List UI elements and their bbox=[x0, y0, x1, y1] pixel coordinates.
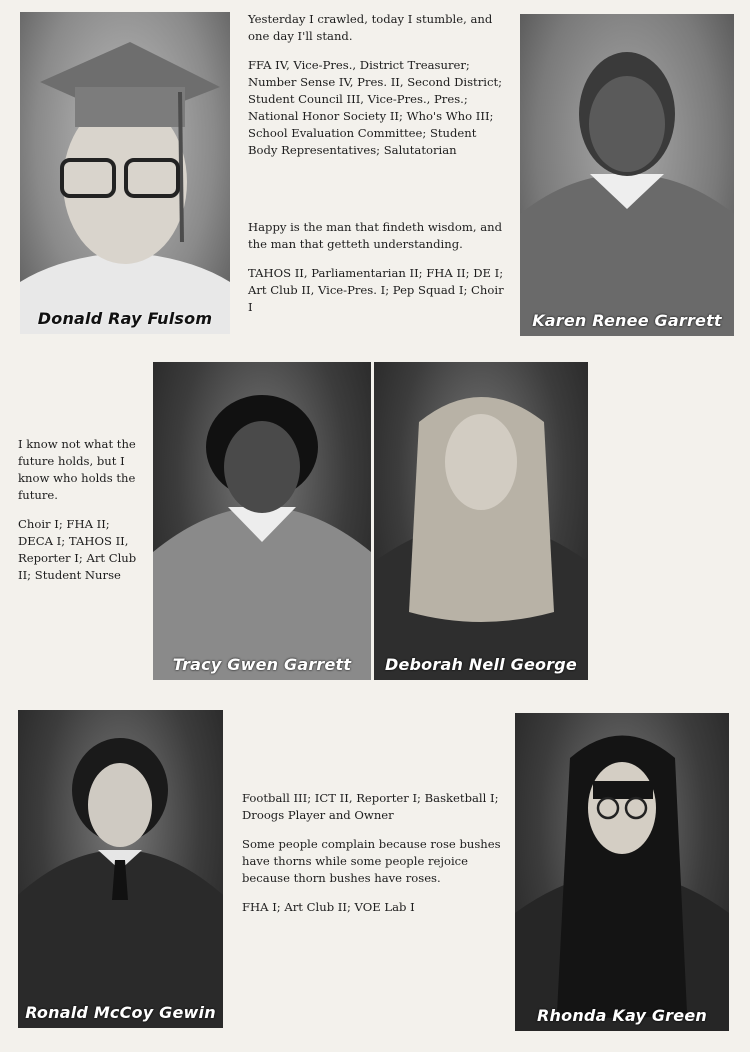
text-block-ronald-gewin bbox=[242, 790, 502, 928]
signature-name: Rhonda Kay Green bbox=[537, 1006, 707, 1025]
portrait-figure bbox=[374, 362, 588, 680]
portrait-ronald-gewin bbox=[18, 710, 223, 1028]
senior-quote: Some people complain because rose bushes have thorns while some people rejoice because thorn bushes have roses. bbox=[242, 837, 501, 885]
portrait-figure bbox=[520, 14, 734, 336]
portrait-karen-garrett bbox=[520, 14, 734, 336]
activities-list: Choir I; FHA II; DECA I; TAHOS II, Reporter I; Art Club II; Student Nurse bbox=[18, 517, 137, 582]
senior-quote: Happy is the man that findeth wisdom, and the man that getteth understanding. bbox=[248, 220, 502, 251]
activities-list: FFA IV, Vice-Pres., District Treasurer; Number Sense IV, Pres. II, Second District; Student Council III, Vice-Pres., Pres.; National Honor Society II; Who's Who III; School Evaluation Committee; Student Body Representatives; Salutatorian bbox=[248, 58, 503, 157]
portrait-donald-fulsom bbox=[20, 12, 230, 334]
portrait-figure bbox=[18, 710, 223, 1028]
text-block-tracy-garrett bbox=[18, 436, 140, 596]
text-block-karen-garrett bbox=[248, 219, 506, 328]
text-block-donald-fulsom bbox=[248, 11, 506, 171]
portrait-rhonda-green bbox=[515, 713, 729, 1031]
signature-name: Donald Ray Fulsom bbox=[37, 309, 213, 328]
activities-list: TAHOS II, Parliamentarian II; FHA II; DE I; Art Club II, Vice-Pres. I; Pep Squad I; Choir I bbox=[248, 266, 504, 314]
signature-name: Deborah Nell George bbox=[385, 655, 577, 674]
portrait-figure bbox=[20, 12, 230, 334]
portrait-tracy-garrett bbox=[153, 362, 371, 680]
activities-list: Football III; ICT II, Reporter I; Basketball I; Droogs Player and Owner bbox=[242, 791, 499, 822]
portrait-deborah-george bbox=[374, 362, 588, 680]
signature-name: Tracy Gwen Garrett bbox=[172, 655, 352, 674]
senior-quote: I know not what the future holds, but I know who holds the future. bbox=[18, 437, 136, 502]
portrait-figure bbox=[153, 362, 371, 680]
signature-name: Karen Renee Garrett bbox=[532, 311, 722, 330]
signature-name: Ronald McCoy Gewin bbox=[25, 1003, 216, 1022]
portrait-figure bbox=[515, 713, 729, 1031]
activities-list: FHA I; Art Club II; VOE Lab I bbox=[242, 900, 415, 914]
senior-quote: Yesterday I crawled, today I stumble, and one day I'll stand. bbox=[248, 12, 493, 43]
